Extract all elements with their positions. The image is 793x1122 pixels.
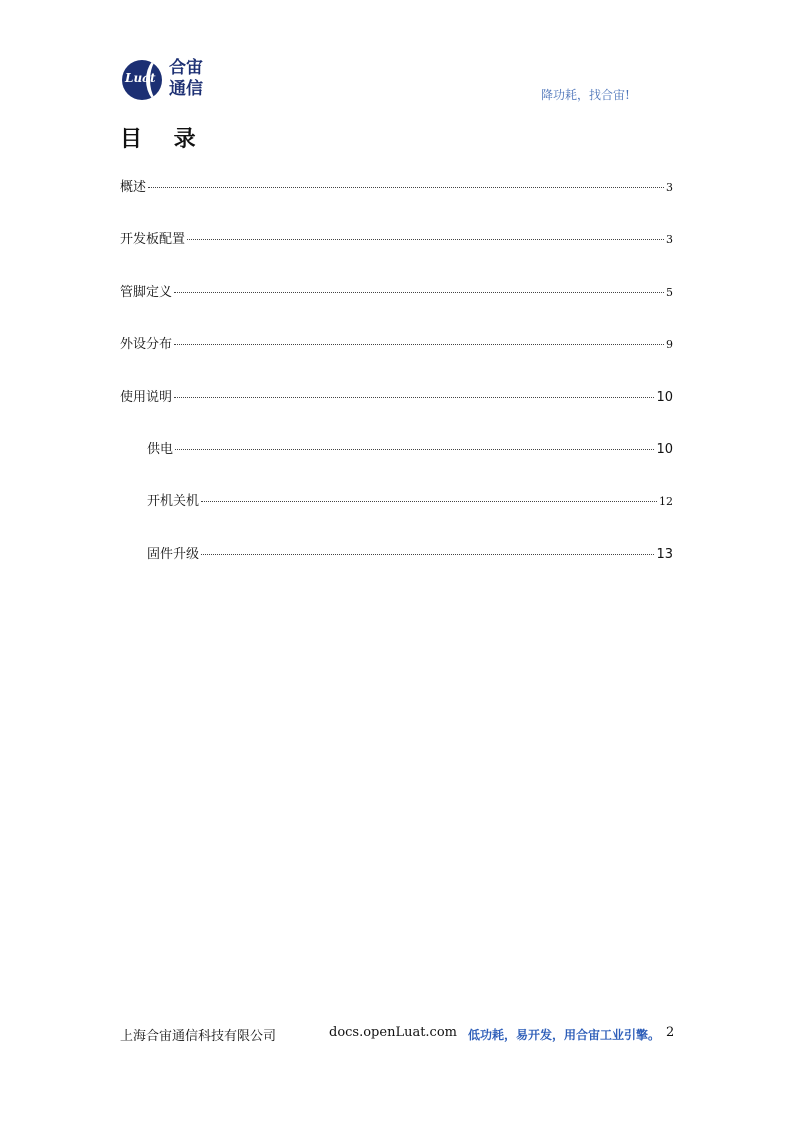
- toc-dot-leader: [187, 239, 664, 240]
- toc-entry-page-number: 12: [659, 495, 673, 509]
- page-title: 目 录: [120, 127, 208, 152]
- toc-entry-page-number: 10: [656, 442, 673, 457]
- toc-entry[interactable]: [147, 438, 673, 460]
- toc-entry-label: 供电: [147, 442, 174, 457]
- toc-entry-label: 固件升级: [147, 546, 200, 562]
- logo-name-line2: 通信: [169, 79, 203, 99]
- footer-motto: 低功耗，易开发，用合宙工业引擎。: [468, 1028, 661, 1042]
- toc-entry[interactable]: [147, 490, 673, 512]
- toc-entry[interactable]: [147, 543, 673, 565]
- page-footer: [120, 1025, 680, 1045]
- toc-entry-page-number: 10: [656, 389, 673, 405]
- logo-name-line1: 合宙: [169, 58, 203, 78]
- toc-dot-leader: [174, 397, 654, 398]
- toc-dot-leader: [174, 292, 664, 293]
- toc-entry[interactable]: [120, 281, 673, 303]
- logo-wordmark: [169, 58, 203, 100]
- luat-logo-icon: [122, 60, 162, 100]
- toc-entry-page-number: 3: [666, 181, 673, 194]
- toc-entry-label: 外设分布: [120, 337, 173, 353]
- toc-entry[interactable]: [120, 176, 673, 198]
- toc-entry-page-number: 13: [656, 546, 673, 562]
- toc-entry[interactable]: [120, 386, 673, 408]
- toc-entry-page-number: 9: [666, 338, 673, 352]
- toc-entry[interactable]: [120, 333, 673, 355]
- toc-entry-page-number: 3: [666, 233, 673, 247]
- toc-entry-label: 管脚定义: [120, 284, 173, 300]
- toc-entry-label: 开机关机: [147, 494, 200, 510]
- footer-company: 上海合宙通信科技有限公司: [120, 1029, 277, 1044]
- toc-dot-leader: [174, 344, 664, 345]
- footer-website-link[interactable]: docs.openLuat.com: [329, 1025, 457, 1040]
- toc-dot-leader: [148, 187, 664, 188]
- toc-dot-leader: [175, 449, 654, 450]
- logo-mark-text: Luat: [125, 71, 156, 85]
- toc-dot-leader: [201, 501, 657, 502]
- toc-entry-page-number: 5: [666, 285, 673, 299]
- toc-entry-label: 开发板配置: [120, 232, 186, 248]
- toc-entry-label: 概述: [120, 180, 147, 195]
- toc-entry-label: 使用说明: [120, 389, 173, 405]
- toc-entry[interactable]: [120, 228, 673, 250]
- page-number: 2: [666, 1025, 675, 1040]
- toc-dot-leader: [201, 554, 654, 555]
- header-slogan: 降功耗，找合宙!: [541, 88, 630, 102]
- company-logo: [122, 58, 242, 102]
